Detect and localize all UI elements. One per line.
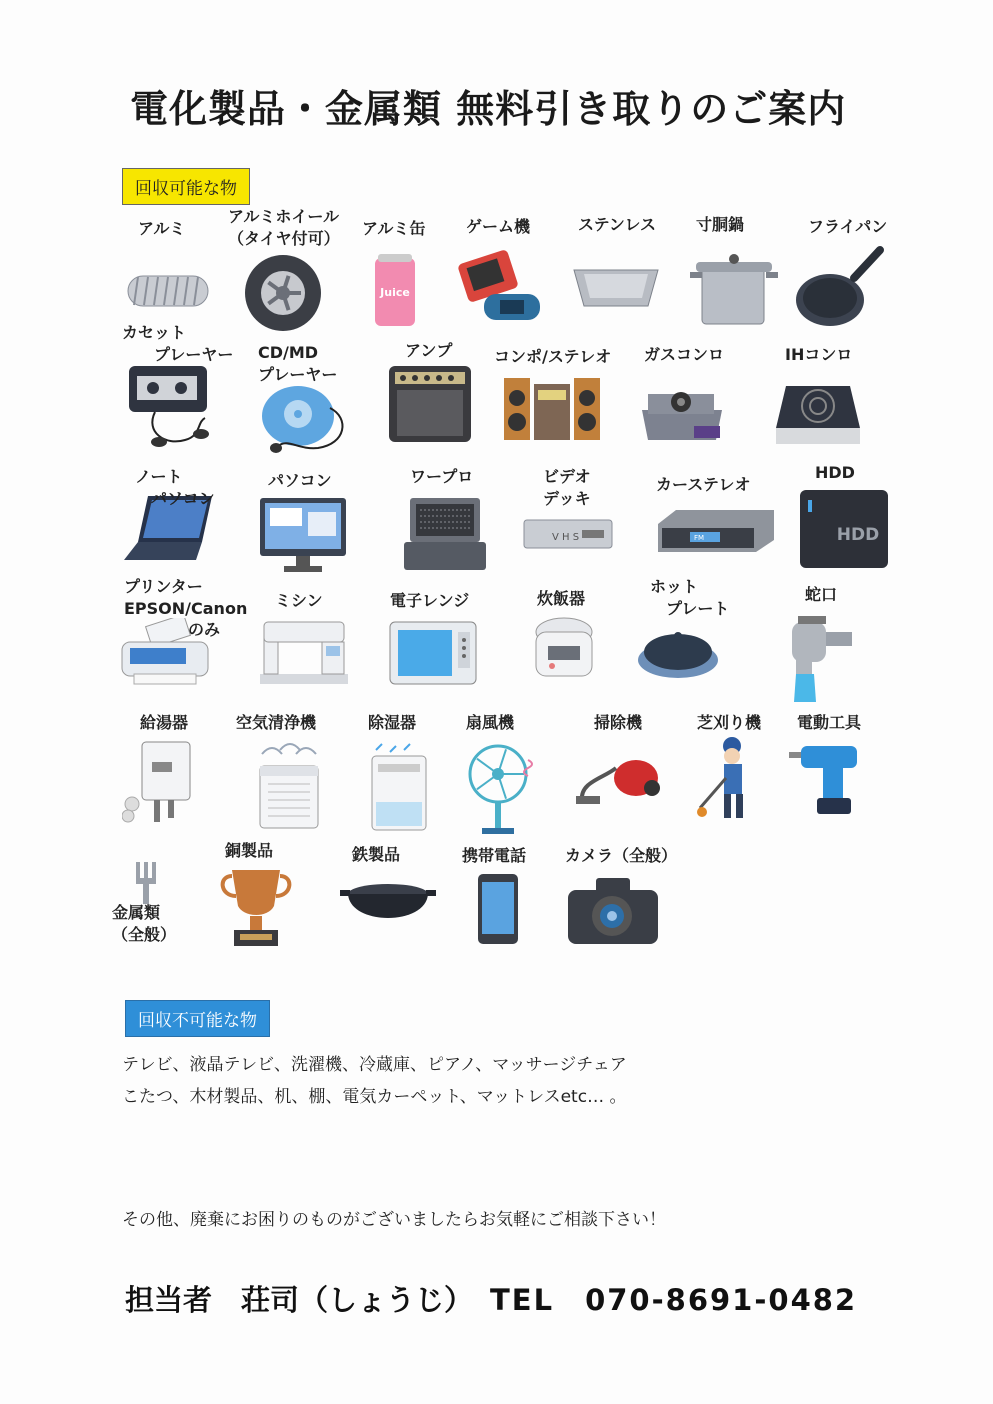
item-label: CD/MD プレーヤー bbox=[258, 343, 338, 384]
item-label: カメラ（全般） bbox=[565, 846, 678, 865]
non-collectible-line: テレビ、液晶テレビ、洗濯機、冷蔵庫、ピアノ、マッサージチェア bbox=[122, 1055, 627, 1075]
item-label: カーステレオ bbox=[656, 475, 751, 494]
item-label: フライパン bbox=[808, 217, 888, 236]
item-label: 給湯器 bbox=[140, 713, 189, 732]
consultation-note: その他、廃棄にお困りのものがございましたらお気軽にご相談下さい！ bbox=[122, 1210, 666, 1230]
item-label: プリンター EPSON/Canon のみ bbox=[124, 577, 248, 640]
item-label: 寸胴鍋 bbox=[696, 215, 745, 234]
collectible-tag: 回収可能な物 bbox=[122, 168, 250, 205]
item-label: アンプ bbox=[405, 341, 453, 360]
item-label: ステンレス bbox=[578, 215, 657, 234]
svg-text:Juice: Juice bbox=[380, 286, 410, 299]
item-label: ミシン bbox=[275, 591, 323, 610]
item-label: 扇風機 bbox=[466, 713, 515, 732]
item-label: 芝刈り機 bbox=[697, 713, 762, 732]
item-label: 電動工具 bbox=[797, 713, 862, 732]
item-label: 鉄製品 bbox=[352, 845, 401, 864]
contact-person: 担当者 荘司（しょうじ） bbox=[125, 1283, 474, 1317]
item-label: アルミホイール （タイヤ付可） bbox=[228, 207, 340, 248]
item-label: 携帯電話 bbox=[462, 846, 527, 865]
item-label: 銅製品 bbox=[225, 841, 274, 860]
item-label: ホット プレート bbox=[650, 577, 730, 618]
item-label: カセット プレーヤー bbox=[122, 323, 234, 364]
item-label: 蛇口 bbox=[805, 585, 838, 604]
svg-text:HDD: HDD bbox=[836, 525, 880, 545]
item-label: 空気清浄機 bbox=[236, 713, 317, 732]
item-label: コンポ/ステレオ bbox=[494, 347, 612, 366]
item-label: 掃除機 bbox=[594, 713, 643, 732]
item-label: パソコン bbox=[268, 471, 332, 490]
item-label: ワープロ bbox=[410, 467, 474, 486]
item-label: アルミ bbox=[138, 219, 186, 238]
non-collectible-line: こたつ、木材製品、机、棚、電気カーペット、マットレスetc… 。 bbox=[122, 1087, 627, 1107]
item-label: 金属類 （全般） bbox=[112, 903, 177, 944]
item-label: アルミ缶 bbox=[362, 219, 426, 238]
item-label: HDD bbox=[815, 463, 855, 482]
page-title: 電化製品・金属類 無料引き取りのご案内 bbox=[130, 87, 847, 131]
item-label: 除湿器 bbox=[368, 713, 417, 732]
item-label: ゲーム機 bbox=[466, 217, 531, 236]
item-label: ビデオ デッキ bbox=[543, 467, 591, 508]
svg-text:V H S: V H S bbox=[552, 532, 580, 543]
item-label: 電子レンジ bbox=[390, 591, 470, 610]
contact-phone: TEL 070-8691-0482 bbox=[490, 1283, 858, 1317]
svg-text:FM: FM bbox=[694, 534, 705, 542]
item-label: IHコンロ bbox=[785, 345, 853, 364]
item-label: 炊飯器 bbox=[537, 589, 586, 608]
item-label: ガスコンロ bbox=[644, 345, 725, 364]
item-label: ノート パソコン bbox=[135, 467, 215, 508]
non-collectible-tag: 回収不可能な物 bbox=[125, 1000, 270, 1037]
